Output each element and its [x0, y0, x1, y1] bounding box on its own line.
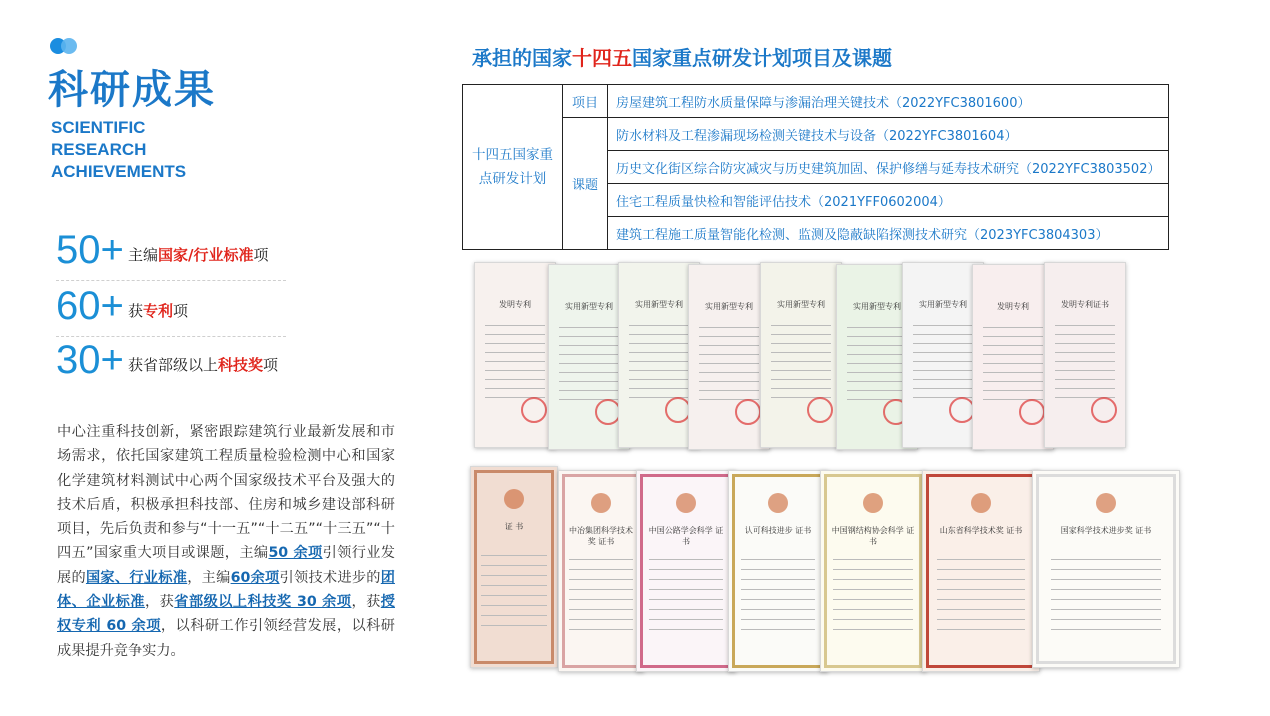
seal-icon — [807, 397, 833, 423]
text-line — [1055, 388, 1116, 389]
text-line — [983, 345, 1044, 346]
text-line — [847, 390, 908, 391]
text-line — [629, 352, 690, 353]
text-line — [741, 569, 816, 570]
certificate-title: 实用新型专利 — [635, 300, 683, 309]
text-line — [629, 388, 690, 389]
topic-cell: 住宅工程质量快检和智能评估技术（2021YFF0602004） — [608, 184, 1169, 217]
text-line — [937, 609, 1025, 610]
text-line — [913, 343, 974, 344]
text-line — [847, 327, 908, 328]
certificate-title: 中国钢结构协会科学 证书 — [831, 526, 915, 546]
text-line — [569, 619, 633, 620]
certificate-title: 国家科学技术进步奖 证书 — [1060, 526, 1152, 535]
certificate-title: 发明专利证书 — [1061, 300, 1109, 309]
text-line — [699, 372, 760, 373]
patent-certificate — [760, 262, 842, 448]
text-line — [983, 354, 1044, 355]
text-line — [937, 589, 1025, 590]
text-line — [741, 619, 816, 620]
award-certificate — [470, 466, 558, 668]
text-line — [771, 352, 832, 353]
text-line — [833, 569, 912, 570]
award-certificate — [636, 470, 736, 672]
text-line — [833, 579, 912, 580]
text-line — [629, 361, 690, 362]
text-line — [913, 334, 974, 335]
text-line — [481, 575, 546, 576]
text-line — [1055, 325, 1116, 326]
text-line — [481, 605, 546, 606]
certificate-title: 实用新型专利 — [853, 302, 901, 311]
text-line — [1055, 370, 1116, 371]
text-line — [485, 379, 546, 380]
text-line — [771, 361, 832, 362]
page-title: 科研成果 — [48, 67, 216, 113]
text-line — [629, 370, 690, 371]
patent-certificates — [470, 262, 1170, 450]
text-line — [1055, 379, 1116, 380]
text-line — [481, 595, 546, 596]
emblem-icon — [591, 493, 611, 513]
text-line — [771, 343, 832, 344]
text-line — [937, 629, 1025, 630]
text-line — [1055, 334, 1116, 335]
emblem-icon — [1096, 493, 1116, 513]
text-line — [649, 629, 724, 630]
topic-label: 课题 — [563, 118, 608, 250]
text-line — [629, 379, 690, 380]
project-label: 项目 — [563, 85, 608, 118]
certificate-title: 认可科技进步 证书 — [744, 526, 812, 535]
text-line — [559, 381, 620, 382]
text-line — [913, 388, 974, 389]
text-line — [1051, 609, 1162, 610]
text-line — [699, 363, 760, 364]
text-line — [559, 336, 620, 337]
emblem-icon — [971, 493, 991, 513]
table-row — [463, 85, 1169, 118]
section-heading: 承担的国家十四五国家重点研发计划项目及课题 — [472, 46, 892, 70]
text-line — [629, 334, 690, 335]
intro-paragraph: 中心注重科技创新，紧密跟踪建筑行业最新发展和市场需求，依托国家建筑工程质量检验检测中心和国家化学建筑材料测试中心两个国家级技术平台及强大的技术后盾，积极承担科技部、住房和城乡建设部科研项目，先后负责和参与“十一五”“十二五”“十三五”“十四五”国家重大项目或课题，主编50 余项引领行业发展的国家、行业标准，主编60余项引领技术进步的团体、企业标准，获省部级以上科技奖 30 余项，获授权专利 60 余项，以科研工作引领经营发展，以科研成果提升竞争实力。 — [57, 424, 395, 659]
emblem-icon — [676, 493, 696, 513]
text-line — [649, 609, 724, 610]
text-line — [833, 619, 912, 620]
text-line — [649, 559, 724, 560]
text-line — [983, 381, 1044, 382]
text-line — [741, 629, 816, 630]
text-line — [983, 363, 1044, 364]
stat-number: 30+ — [56, 338, 124, 382]
certificate-title: 中国公路学会科学 证书 — [648, 526, 724, 546]
emblem-icon — [504, 489, 524, 509]
text-line — [569, 609, 633, 610]
award-certificate — [728, 470, 828, 672]
text-line — [913, 325, 974, 326]
certificate-title: 证 书 — [504, 522, 524, 531]
text-line — [699, 381, 760, 382]
text-line — [847, 354, 908, 355]
text-line — [485, 343, 546, 344]
certificate-title: 发明专利 — [997, 302, 1029, 311]
text-line — [741, 609, 816, 610]
patent-certificate — [1044, 262, 1126, 448]
seal-icon — [735, 399, 761, 425]
text-line — [649, 589, 724, 590]
text-line — [559, 354, 620, 355]
text-line — [699, 345, 760, 346]
text-line — [559, 327, 620, 328]
text-line — [937, 559, 1025, 560]
text-line — [741, 599, 816, 600]
text-line — [771, 388, 832, 389]
stat-text: 获省部级以上科技奖项 — [128, 356, 279, 374]
topic-cell: 防水材料及工程渗漏现场检测关键技术与设备（2022YFC3801604） — [608, 118, 1169, 151]
text-line — [1051, 569, 1162, 570]
text-line — [833, 589, 912, 590]
award-certificates — [470, 464, 1170, 674]
text-line — [847, 345, 908, 346]
text-line — [847, 372, 908, 373]
text-line — [847, 336, 908, 337]
text-line — [1055, 352, 1116, 353]
text-line — [629, 325, 690, 326]
text-line — [559, 372, 620, 373]
text-line — [833, 599, 912, 600]
topic-cell: 建筑工程施工质量智能化检测、监测及隐蔽缺陷探测技术研究（2023YFC3804303） — [608, 217, 1169, 250]
text-line — [569, 629, 633, 630]
patent-certificate — [972, 264, 1054, 450]
title-en-line: ACHIEVEMENTS — [51, 162, 187, 181]
patent-certificate — [688, 264, 770, 450]
text-line — [569, 579, 633, 580]
text-line — [699, 390, 760, 391]
patent-certificate — [474, 262, 556, 448]
seal-icon — [1091, 397, 1117, 423]
text-line — [649, 569, 724, 570]
text-line — [481, 625, 546, 626]
page-title-en — [51, 117, 186, 183]
stat-number: 60+ — [56, 284, 124, 328]
text-line — [741, 579, 816, 580]
text-line — [481, 565, 546, 566]
text-line — [847, 363, 908, 364]
text-line — [913, 379, 974, 380]
plan-label: 十四五国家重点研发计划 — [463, 85, 563, 250]
title-en-line: RESEARCH — [51, 140, 147, 159]
stat-number: 50+ — [56, 228, 124, 272]
award-certificate — [922, 470, 1040, 672]
text-line — [1051, 629, 1162, 630]
award-certificate — [820, 470, 926, 672]
text-line — [481, 585, 546, 586]
text-line — [983, 390, 1044, 391]
text-line — [833, 629, 912, 630]
text-line — [481, 615, 546, 616]
text-line — [699, 354, 760, 355]
text-line — [559, 363, 620, 364]
text-line — [485, 388, 546, 389]
text-line — [1055, 343, 1116, 344]
text-line — [1051, 559, 1162, 560]
text-line — [937, 579, 1025, 580]
seal-icon — [1019, 399, 1045, 425]
text-line — [699, 327, 760, 328]
text-line — [569, 569, 633, 570]
award-certificate — [1032, 470, 1180, 668]
text-line — [1051, 579, 1162, 580]
topic-cell: 历史文化街区综合防灾减灾与历史建筑加固、保护修缮与延寿技术研究（2022YFC3803502） — [608, 151, 1169, 184]
certificate-title: 发明专利 — [499, 300, 531, 309]
text-line — [485, 325, 546, 326]
text-line — [649, 579, 724, 580]
text-line — [485, 361, 546, 362]
text-line — [771, 370, 832, 371]
text-line — [481, 555, 546, 556]
table-row — [463, 118, 1169, 151]
certificate-title: 中冶集团科学技术奖 证书 — [569, 526, 633, 546]
text-line — [913, 370, 974, 371]
certificate-title: 实用新型专利 — [777, 300, 825, 309]
seal-icon — [521, 397, 547, 423]
emblem-icon — [768, 493, 788, 513]
text-line — [1051, 589, 1162, 590]
text-line — [649, 619, 724, 620]
certificate-title: 实用新型专利 — [705, 302, 753, 311]
text-line — [1055, 361, 1116, 362]
text-line — [1051, 619, 1162, 620]
text-line — [569, 589, 633, 590]
text-line — [771, 325, 832, 326]
text-line — [937, 599, 1025, 600]
text-line — [771, 334, 832, 335]
text-line — [649, 599, 724, 600]
text-line — [983, 372, 1044, 373]
project-cell: 房屋建筑工程防水质量保障与渗漏治理关键技术（2022YFC3801600） — [608, 85, 1169, 118]
text-line — [629, 343, 690, 344]
text-line — [1051, 599, 1162, 600]
certificate-title: 实用新型专利 — [565, 302, 613, 311]
text-line — [741, 559, 816, 560]
text-line — [559, 345, 620, 346]
certificate-title: 山东省科学技术奖 证书 — [939, 526, 1023, 535]
text-line — [699, 336, 760, 337]
text-line — [569, 559, 633, 560]
award-certificate — [558, 470, 644, 672]
text-line — [983, 327, 1044, 328]
stat-standards — [56, 228, 286, 281]
text-line — [485, 352, 546, 353]
stat-awards — [56, 338, 286, 390]
text-line — [485, 334, 546, 335]
text-line — [913, 352, 974, 353]
text-line — [485, 370, 546, 371]
stat-text: 主编国家/行业标准项 — [128, 246, 269, 264]
text-line — [771, 379, 832, 380]
stat-patents — [56, 284, 286, 337]
emblem-icon — [863, 493, 883, 513]
certificate-title: 实用新型专利 — [919, 300, 967, 309]
text-line — [741, 589, 816, 590]
stat-text: 获专利项 — [128, 302, 189, 320]
text-line — [937, 619, 1025, 620]
text-line — [983, 336, 1044, 337]
logo-dot-light — [61, 38, 77, 54]
logo-dots — [50, 38, 82, 56]
text-line — [833, 609, 912, 610]
text-line — [833, 559, 912, 560]
text-line — [913, 361, 974, 362]
title-en-line: SCIENTIFIC — [51, 118, 146, 137]
text-line — [847, 381, 908, 382]
text-line — [937, 569, 1025, 570]
text-line — [559, 390, 620, 391]
projects-table — [462, 84, 1169, 250]
text-line — [569, 599, 633, 600]
